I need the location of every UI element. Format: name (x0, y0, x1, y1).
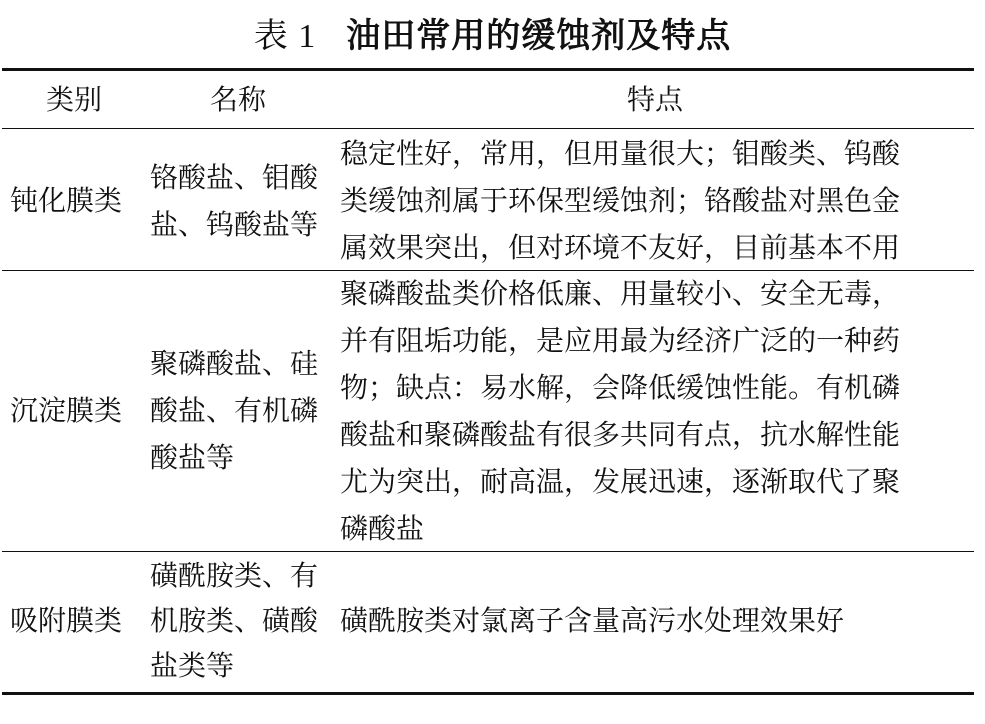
row-3-name-line-1: 磺酰胺类、有 (150, 559, 319, 592)
header-category: 类别 (45, 83, 102, 116)
row-2-name-line-2: 酸盐、有机磷 (150, 394, 319, 427)
row-1-feature-line-3: 属效果突出，但对环境不友好，目前基本不用 (340, 231, 901, 264)
row-1-name-line-2: 盐、钨酸盐等 (150, 208, 319, 241)
row-2-category: 沉淀膜类 (10, 394, 123, 427)
header-name: 名称 (209, 83, 266, 116)
header-features: 特点 (626, 83, 683, 116)
header-rule (2, 128, 974, 129)
row-2-name-line-3: 酸盐等 (150, 441, 235, 474)
row-2-feature-line-3: 物；缺点：易水解，会降低缓蚀性能。有机磷 (340, 371, 901, 404)
row-1-feature-line-2: 类缓蚀剂属于环保型缓蚀剂；铬酸盐对黑色金 (340, 184, 901, 217)
top-rule (2, 68, 974, 71)
table-number: 表 1 (253, 18, 317, 55)
row-3-name-line-2: 机胺类、磺酸 (150, 604, 319, 637)
row-2-name-line-1: 聚磷酸盐、硅 (150, 347, 319, 380)
row-2-feature-line-4: 酸盐和聚磷酸盐有很多共同有点，抗水解性能 (340, 418, 901, 451)
row-3-category: 吸附膜类 (10, 604, 123, 637)
row-3-feature-line-1: 磺酰胺类对氯离子含量高污水处理效果好 (340, 604, 845, 637)
row-2-feature-line-6: 磷酸盐 (340, 512, 425, 545)
bottom-rule (2, 692, 974, 695)
table-caption: 油田常用的缓蚀剂及特点 (346, 16, 732, 56)
row-1-category: 钝化膜类 (10, 184, 123, 217)
row-2-feature-line-2: 并有阻垢功能，是应用最为经济广泛的一种药 (340, 324, 901, 357)
row-2-feature-line-1: 聚磷酸盐类价格低廉、用量较小、安全无毒， (340, 277, 901, 310)
row-1-feature-line-1: 稳定性好，常用，但用量很大；钼酸类、钨酸 (340, 137, 901, 170)
row-2-rule (2, 551, 974, 552)
row-2-feature-line-5: 尤为突出，耐高温，发展迅速，逐渐取代了聚 (340, 465, 901, 498)
row-1-name-line-1: 铬酸盐、钼酸 (150, 161, 319, 194)
table-title (0, 14, 985, 59)
row-3-name-line-3: 盐类等 (150, 649, 235, 682)
